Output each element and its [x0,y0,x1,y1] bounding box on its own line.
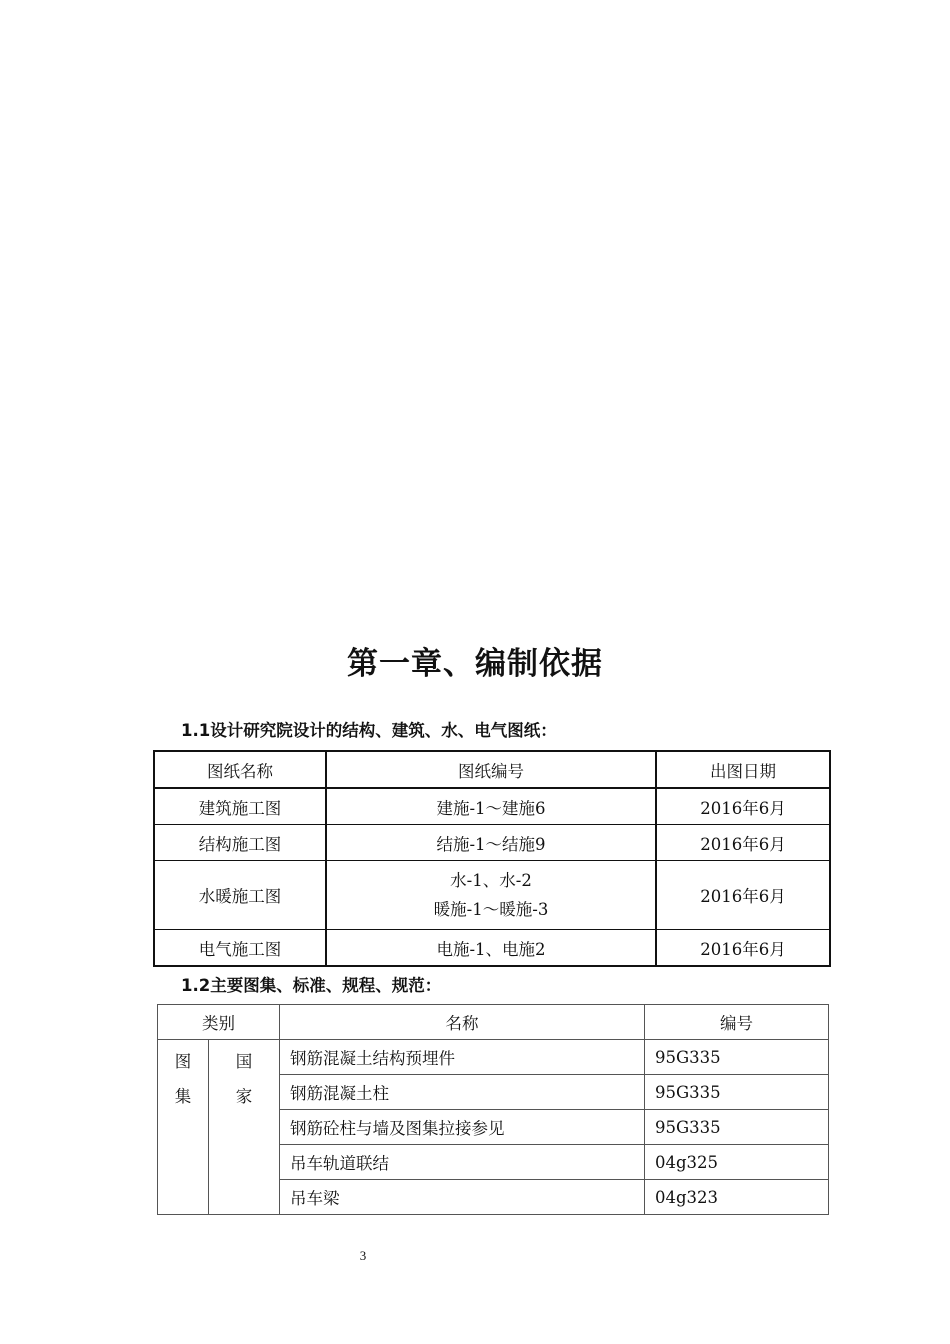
category-atlas-text: 图集 [174,1052,192,1106]
standard-code-cell: 04g323 [645,1180,829,1215]
issue-date-cell: 2016年6月 [656,825,830,861]
table-row [154,861,830,930]
standard-name-cell: 钢筋砼柱与墙及图集拉接参见 [280,1110,645,1145]
standard-code-cell: 04g325 [645,1145,829,1180]
section-heading-1-1: 1.1设计研究院设计的结构、建筑、水、电气图纸： [181,721,557,740]
drawing-code-cell [326,861,656,930]
standard-code-cell: 95G335 [645,1075,829,1110]
issue-date-cell: 2016年6月 [656,788,830,825]
drawing-code-cell: 电施-1、电施2 [326,930,656,967]
standard-name-cell: 吊车轨道联结 [280,1145,645,1180]
chapter-title: 第一章、编制依据 [347,646,603,682]
issue-date-cell: 2016年6月 [656,930,830,967]
column-header-issue-date: 出图日期 [656,751,830,788]
table-row [154,825,830,861]
standard-code-cell: 95G335 [645,1110,829,1145]
standard-name-cell: 钢筋混凝土结构预埋件 [280,1040,645,1075]
standards-table [157,1004,829,1215]
table-row [154,930,830,967]
drawing-code-line: 水-1、水-2 [450,871,532,890]
table-row [158,1040,829,1075]
column-header-drawing-name: 图纸名称 [154,751,326,788]
standard-name-cell: 吊车梁 [280,1180,645,1215]
column-header-code: 编号 [645,1005,829,1040]
drawings-table [153,750,831,967]
drawing-name-cell: 建筑施工图 [154,788,326,825]
table-header-row [158,1005,829,1040]
column-header-name: 名称 [280,1005,645,1040]
category-national-cell [209,1040,280,1215]
section-heading-1-2: 1.2主要图集、标准、规程、规范： [181,976,442,995]
issue-date-cell: 2016年6月 [656,861,830,930]
page-number: 3 [359,1248,367,1263]
drawing-code-line: 暖施-1～暖施-3 [433,900,549,919]
drawing-name-cell: 结构施工图 [154,825,326,861]
column-header-category: 类别 [158,1005,280,1040]
table-header-row [154,751,830,788]
drawing-code-cell: 建施-1～建施6 [326,788,656,825]
drawing-code-cell: 结施-1～结施9 [326,825,656,861]
drawing-name-cell: 电气施工图 [154,930,326,967]
category-atlas-cell [158,1040,209,1215]
standard-code-cell: 95G335 [645,1040,829,1075]
standard-name-cell: 钢筋混凝土柱 [280,1075,645,1110]
table-row [154,788,830,825]
drawing-name-cell: 水暖施工图 [154,861,326,930]
column-header-drawing-code: 图纸编号 [326,751,656,788]
category-national-text: 国家 [235,1052,253,1106]
